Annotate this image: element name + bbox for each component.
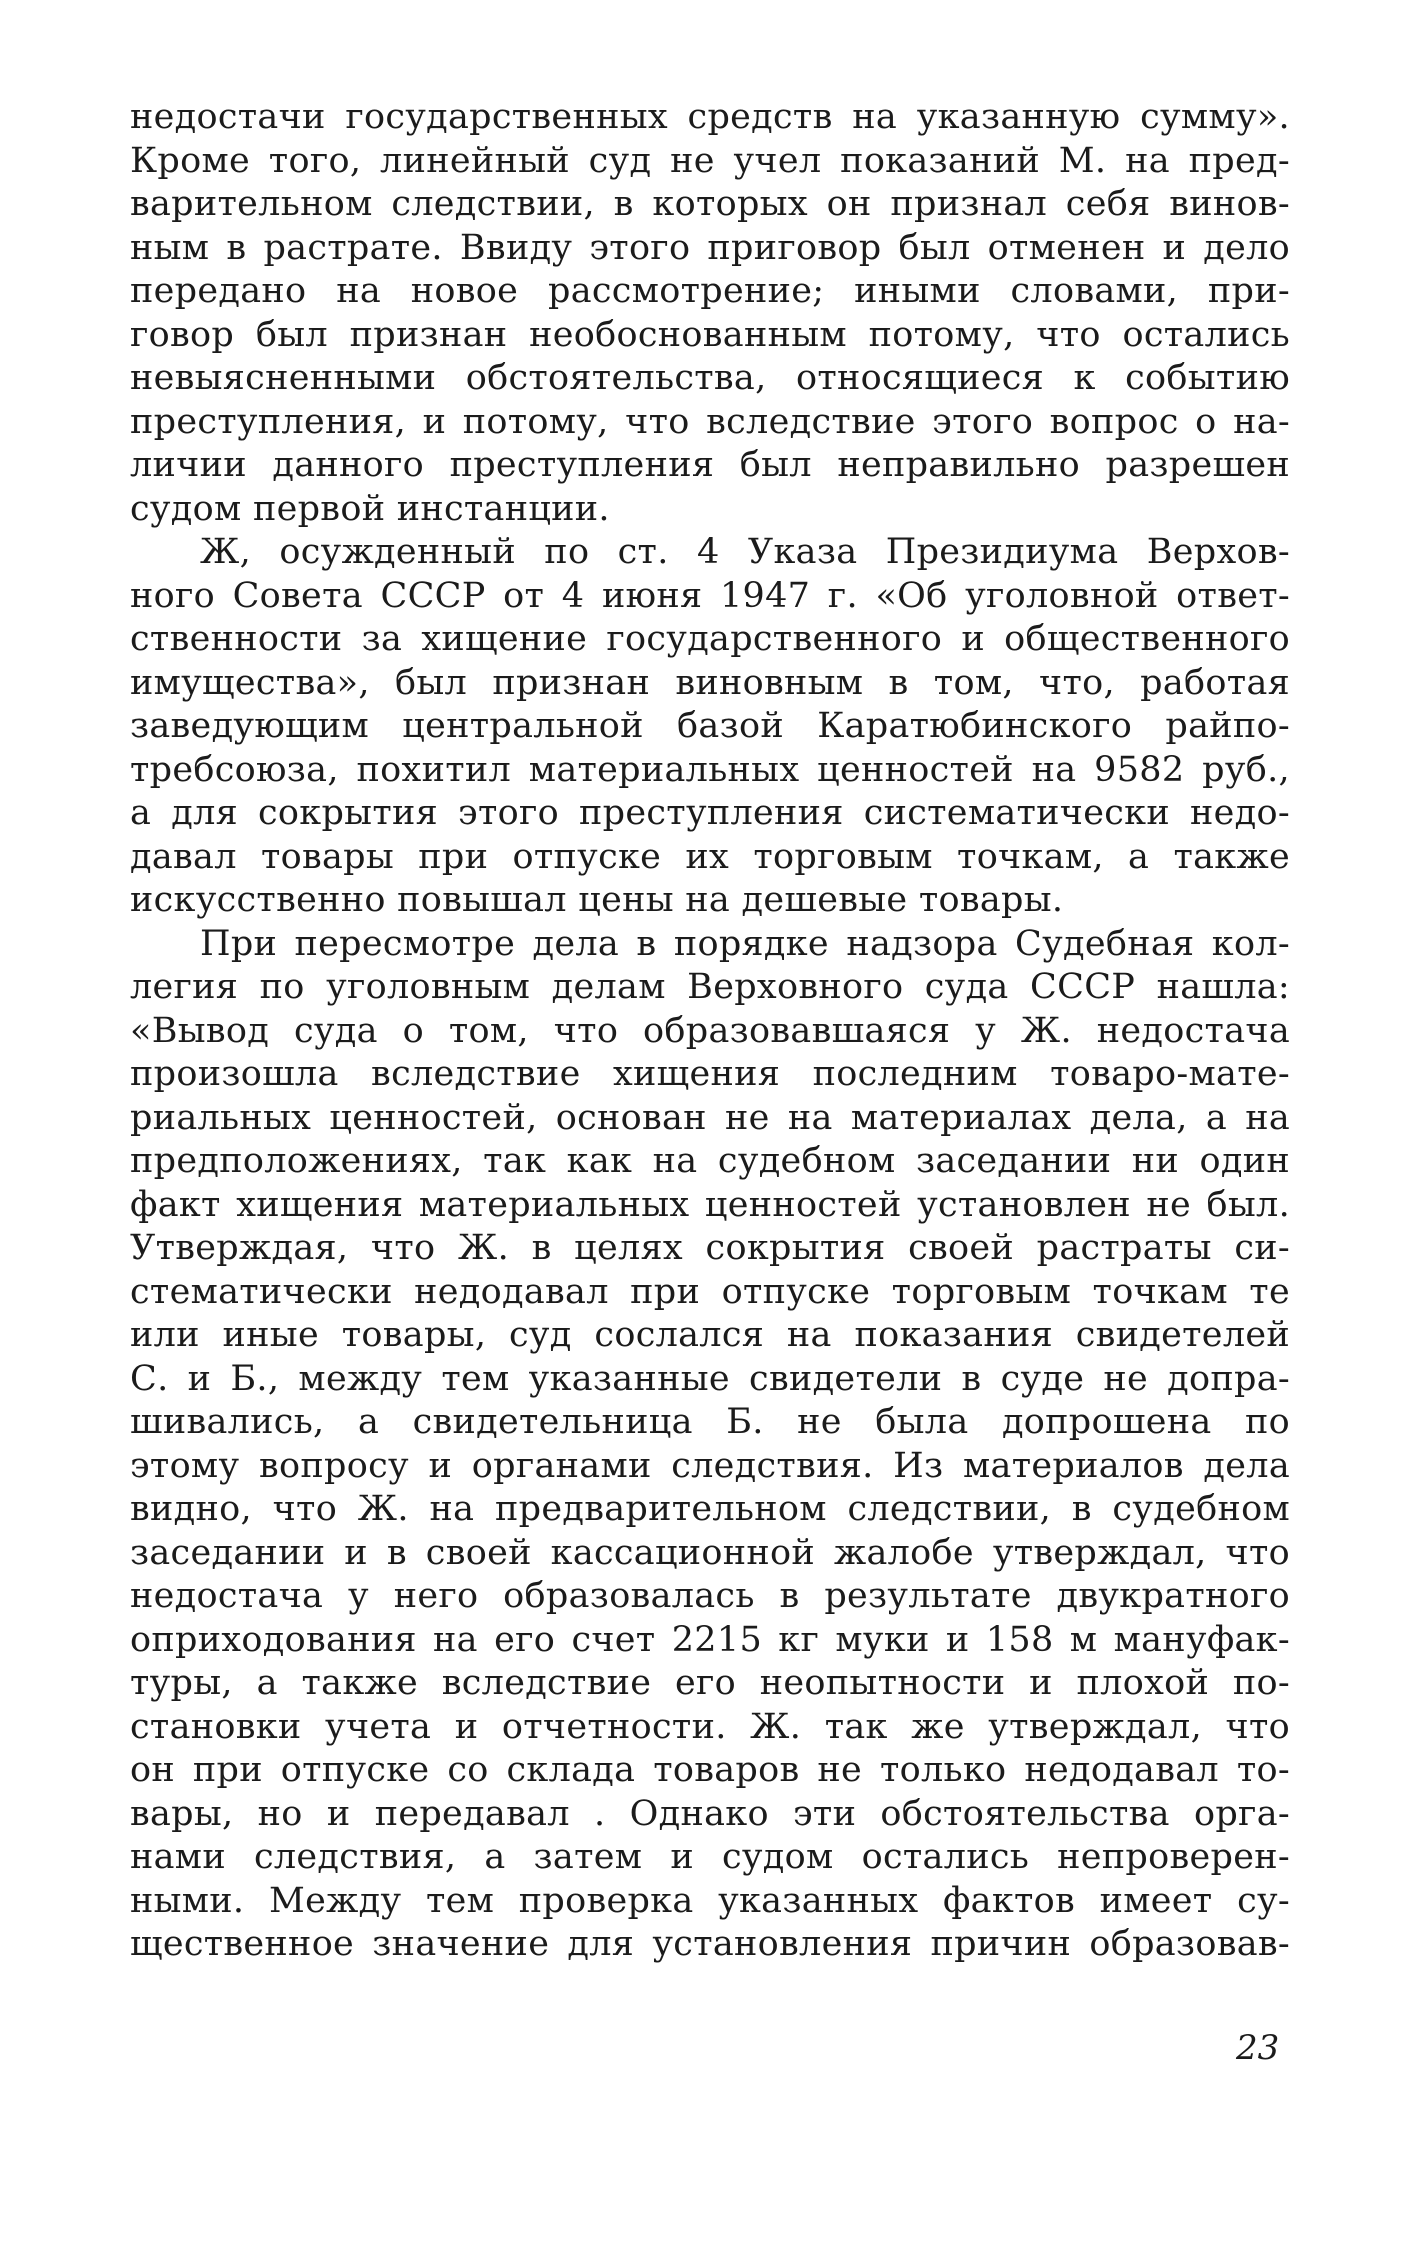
text-line: стематически недодавал при отпуске торговым точкам те bbox=[130, 1271, 1290, 1312]
text-line: ного Совета СССР от 4 июня 1947 г. «Об уголовной ответ- bbox=[130, 575, 1290, 616]
text-line: личии данного преступления был неправильно разрешен bbox=[130, 445, 1290, 485]
text-line: невыясненными обстоятельства, относящиеся к событию bbox=[130, 358, 1290, 398]
text-line: произошла вследствие хищения последним товаро-мате- bbox=[130, 1054, 1290, 1094]
text-line: заведующим центральной базой Каратюбинского райпо- bbox=[130, 706, 1290, 746]
text-line: ными. Между тем проверка указанных фактов имеет су- bbox=[130, 1880, 1290, 1921]
text-line: вары, но и передавал . Однако эти обстоятельства орга- bbox=[130, 1793, 1290, 1834]
text-line: нами следствия, а затем и судом остались непроверен- bbox=[130, 1837, 1290, 1877]
text-line: щественное значение для установления причин образовав- bbox=[130, 1924, 1290, 1964]
paragraph-start-line: При пересмотре дела в порядке надзора Судебная кол- bbox=[200, 923, 1290, 964]
text-line: заседании и в своей кассационной жалобе утверждал, что bbox=[130, 1532, 1290, 1573]
text-line: давал товары при отпуске их торговым точкам, а также bbox=[130, 836, 1290, 877]
text-line: становки учета и отчетности. Ж. так же утверждал, что bbox=[130, 1706, 1290, 1747]
paragraph-start-line: Ж, осужденный по ст. 4 Указа Президиума Верхов- bbox=[200, 532, 1290, 572]
text-line: факт хищения материальных ценностей установлен не был. bbox=[130, 1184, 1290, 1225]
body-text bbox=[130, 96, 1290, 1967]
page-number: 23 bbox=[1236, 2028, 1280, 2068]
text-line: искусственно повышал цены на дешевые товары. bbox=[130, 880, 1064, 920]
text-line: имущества», был признан виновным в том, что, работая bbox=[130, 662, 1290, 703]
text-line: ственности за хищение государственного и общественного bbox=[130, 619, 1290, 659]
text-line: этому вопросу и органами следствия. Из материалов дела bbox=[130, 1445, 1290, 1486]
text-line: он при отпуске со склада товаров не только недодавал то- bbox=[130, 1750, 1290, 1790]
text-line: видно, что Ж. на предварительном следствии, в судебном bbox=[130, 1489, 1290, 1529]
text-line: говор был признан необоснованным потому, что остались bbox=[130, 314, 1290, 355]
text-line: преступления, и потому, что вследствие этого вопрос о на- bbox=[130, 401, 1290, 442]
text-line: ным в растрате. Ввиду этого приговор был отменен и дело bbox=[130, 227, 1290, 268]
text-line: варительном следствии, в которых он признал себя винов- bbox=[130, 184, 1290, 224]
text-line: требсоюза, похитил материальных ценностей на 9582 руб., bbox=[130, 749, 1290, 790]
text-line: Кроме того, линейный суд не учел показаний М. на пред- bbox=[130, 140, 1290, 181]
text-line: легия по уголовным делам Верховного суда СССР нашла: bbox=[130, 967, 1290, 1007]
text-line: Утверждая, что Ж. в целях сокрытия своей растраты си- bbox=[130, 1228, 1290, 1268]
text-line: «Вывод суда о том, что образовавшаяся у Ж. недостача bbox=[130, 1010, 1290, 1051]
text-line: С. и Б., между тем указанные свидетели в суде не допра- bbox=[130, 1358, 1290, 1399]
text-line: предположениях, так как на судебном заседании ни один bbox=[130, 1141, 1290, 1181]
text-line: риальных ценностей, основан не на материалах дела, а на bbox=[130, 1097, 1290, 1138]
text-line: оприходования на его счет 2215 кг муки и 158 м мануфак- bbox=[130, 1619, 1290, 1660]
text-line: недостачи государственных средств на указанную сумму». bbox=[130, 97, 1290, 137]
text-line: шивались, а свидетельница Б. не была допрошена по bbox=[130, 1402, 1290, 1442]
text-line: судом первой инстанции. bbox=[130, 488, 610, 529]
text-line: а для сокрытия этого преступления систематически недо- bbox=[130, 793, 1290, 833]
text-line: недостача у него образовалась в результате двукратного bbox=[130, 1576, 1290, 1616]
text-line: туры, а также вследствие его неопытности и плохой по- bbox=[130, 1663, 1290, 1703]
text-line: передано на новое рассмотрение; иными словами, при- bbox=[130, 271, 1290, 311]
text-line: или иные товары, суд сослался на показания свидетелей bbox=[130, 1315, 1290, 1355]
